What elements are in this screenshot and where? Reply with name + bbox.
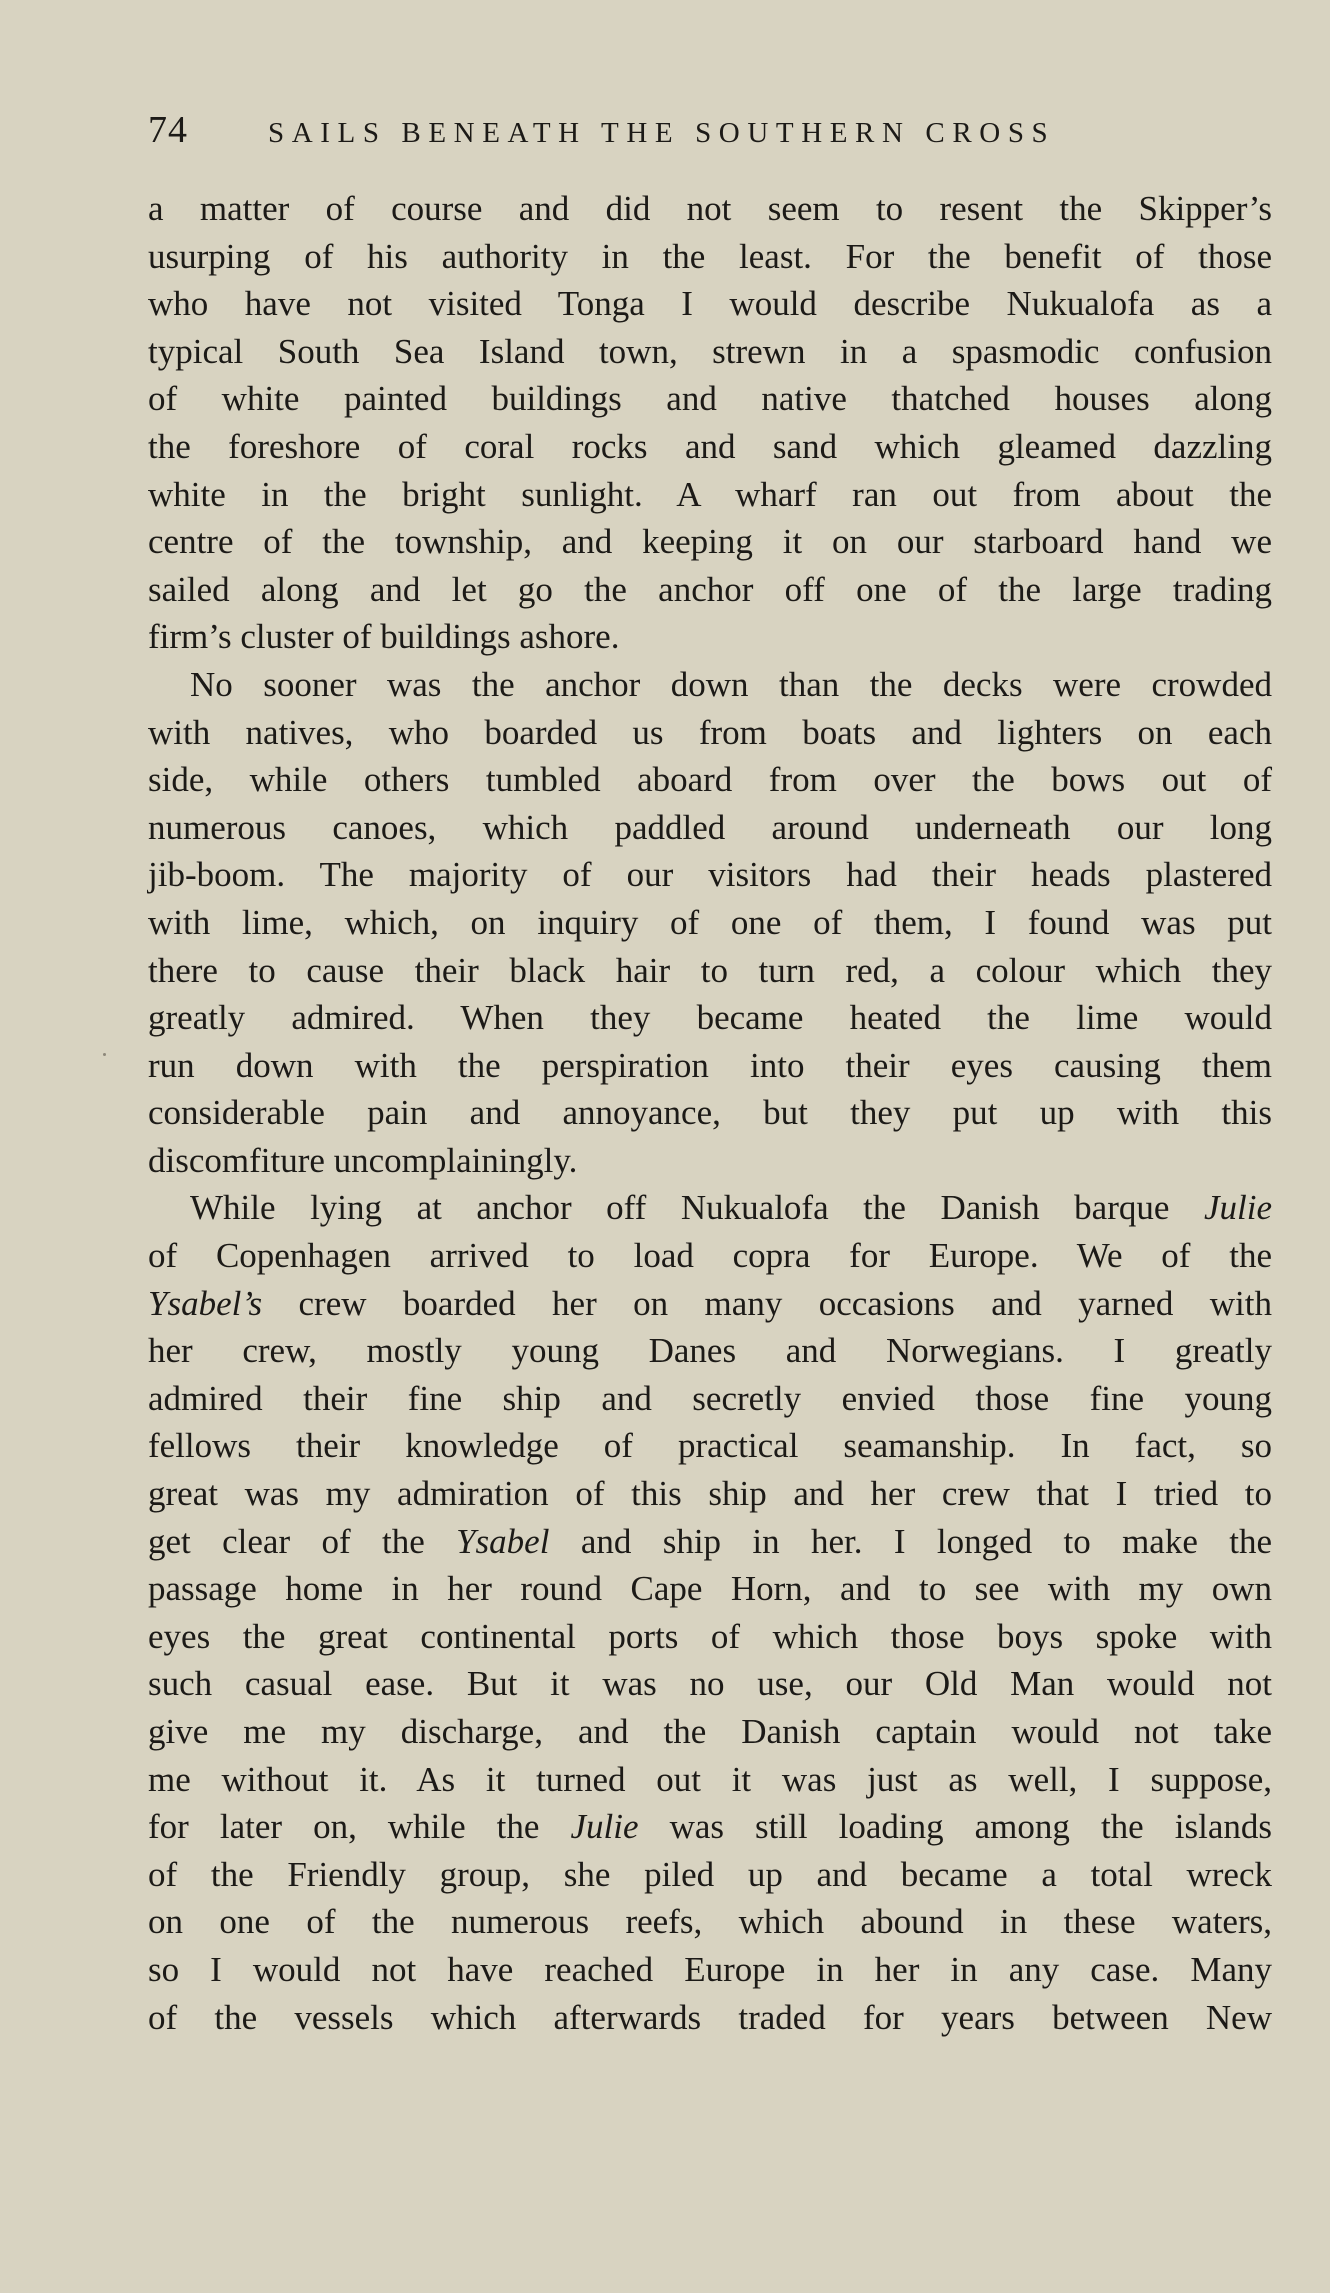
body-text	[148, 185, 1272, 2041]
text-line: white in the bright sunlight. A wharf ran out from about the	[148, 474, 1272, 514]
text-line: sailed along and let go the anchor off one of the large trading	[148, 569, 1272, 609]
text-line: her crew, mostly young Danes and Norwegians. I greatly	[148, 1331, 1272, 1371]
text-run: was still loading among the islands	[638, 1807, 1272, 1847]
text-line: of the Friendly group, she piled up and became a total wreck	[148, 1854, 1272, 1894]
text-line: on one of the numerous reefs, which abound in these waters,	[148, 1902, 1272, 1942]
text-line: numerous canoes, which paddled around underneath our long	[148, 807, 1272, 847]
text-line: admired their fine ship and secretly envied those fine young	[148, 1378, 1272, 1418]
text-line: there to cause their black hair to turn red, a colour which they	[148, 950, 1272, 990]
text-line: who have not visited Tonga I would describe Nukualofa as a	[148, 284, 1272, 324]
text-line: fellows their knowledge of practical seamanship. In fact, so	[148, 1426, 1272, 1466]
margin-speck	[103, 1053, 106, 1056]
text-line: of Copenhagen arrived to load copra for Europe. We of the	[148, 1236, 1272, 1276]
text-line: so I would not have reached Europe in her in any case. Many	[148, 1949, 1272, 1989]
text-line: a matter of course and did not seem to resent the Skipper’s	[148, 189, 1272, 228]
text-run: for later on, while the	[148, 1807, 571, 1847]
text-line: with natives, who boarded us from boats and lighters on each	[148, 712, 1272, 752]
text-line: the foreshore of coral rocks and sand which gleamed dazzling	[148, 426, 1272, 466]
text-line: side, while others tumbled aboard from over the bows out of	[148, 760, 1272, 800]
text-run: get clear of the	[148, 1521, 457, 1561]
text-line	[148, 1518, 1272, 1566]
text-run: crew boarded her on many occasions and yarned with	[262, 1283, 1272, 1323]
text-line	[148, 1280, 1272, 1328]
text-line: of the vessels which afterwards traded for years between New	[148, 1997, 1272, 2037]
text-line: firm’s cluster of buildings ashore.	[148, 617, 620, 657]
text-line: discomfiture uncomplainingly.	[148, 1140, 578, 1180]
ship-name-ysabel: Ysabel	[456, 1521, 550, 1561]
text-line: great was my admiration of this ship and her crew that I tried to	[148, 1474, 1272, 1514]
text-line: typical South Sea Island town, strewn in a spasmodic confusion	[148, 331, 1272, 371]
text-line: jib-boom. The majority of our visitors had their heads plastered	[148, 855, 1272, 895]
text-line: of white painted buildings and native thatched houses along	[148, 379, 1272, 419]
text-line: run down with the perspiration into their eyes causing them	[148, 1045, 1272, 1085]
text-line: usurping of his authority in the least. For the benefit of those	[148, 236, 1272, 276]
text-line: considerable pain and annoyance, but they put up with this	[148, 1093, 1272, 1133]
text-line: eyes the great continental ports of which those boys spoke with	[148, 1616, 1272, 1656]
text-line: centre of the township, and keeping it on our starboard hand we	[148, 522, 1272, 562]
running-title: SAILS BENEATH THE SOUTHERN CROSS	[268, 117, 1056, 149]
text-line: such casual ease. But it was no use, our Old Man would not	[148, 1664, 1272, 1704]
ship-name-julie: Julie	[1203, 1188, 1272, 1228]
ship-name-julie: Julie	[570, 1807, 639, 1847]
text-run: While lying at anchor off Nukualofa the Danish barque	[190, 1188, 1204, 1228]
text-line	[148, 1184, 1272, 1232]
text-line: me without it. As it turned out it was just as well, I suppose,	[148, 1759, 1272, 1799]
text-line	[148, 1803, 1272, 1851]
text-line: greatly admired. When they became heated the lime would	[148, 998, 1272, 1038]
text-line: passage home in her round Cape Horn, and to see with my own	[148, 1569, 1272, 1609]
text-line: with lime, which, on inquiry of one of them, I found was put	[148, 902, 1272, 942]
text-line: give me my discharge, and the Danish captain would not take	[148, 1712, 1272, 1751]
running-header	[148, 108, 1220, 164]
ship-name-ysabel: Ysabel’s	[148, 1283, 263, 1323]
text-run: and ship in her. I longed to make the	[549, 1521, 1272, 1561]
page-number: 74	[148, 109, 188, 151]
text-line: No sooner was the anchor down than the decks were crowded	[190, 664, 1272, 704]
